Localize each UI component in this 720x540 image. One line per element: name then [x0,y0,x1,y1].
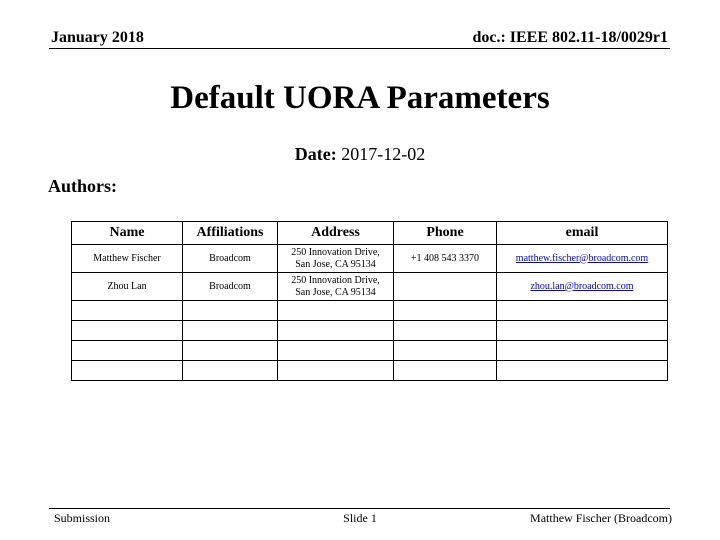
empty-cell [72,321,183,341]
author-address [278,273,394,301]
footer-slide-number: Slide 1 [343,511,377,525]
empty-cell [72,341,183,361]
empty-cell [72,301,183,321]
footer-author: Matthew Fischer (Broadcom) [530,511,672,525]
author-name: Zhou Lan [72,273,183,301]
empty-table-row [72,361,668,381]
empty-cell [278,361,394,381]
empty-cell [183,341,278,361]
empty-cell [497,361,668,381]
empty-cell [497,321,668,341]
empty-table-row [72,301,668,321]
empty-cell [183,321,278,341]
column-header-name: Name [72,222,183,245]
empty-table-row [72,321,668,341]
empty-cell [278,321,394,341]
column-header-phone: Phone [394,222,497,245]
author-affiliation: Broadcom [183,273,278,301]
empty-cell [183,301,278,321]
header-doc-id: doc.: IEEE 802.11-18/0029r1 [472,29,668,46]
column-header-address: Address [278,222,394,245]
empty-cell [278,301,394,321]
address-line-1: 250 Innovation Drive, [291,246,380,258]
author-email-cell [497,245,668,273]
table-row [72,245,668,273]
date-line [0,143,720,165]
empty-cell [497,301,668,321]
column-header-affiliations: Affiliations [183,222,278,245]
author-affiliation: Broadcom [183,245,278,273]
author-phone [394,273,497,301]
empty-table-row [72,341,668,361]
empty-cell [394,361,497,381]
slide-title: Default UORA Parameters [170,80,550,116]
author-name: Matthew Fischer [72,245,183,273]
date-value: 2017-12-02 [341,144,426,164]
footer-submission: Submission [54,511,111,525]
author-phone: +1 408 543 3370 [394,245,497,273]
empty-cell [72,361,183,381]
column-header-email: email [497,222,668,245]
authors-table [71,221,668,381]
empty-cell [497,341,668,361]
empty-cell [394,341,497,361]
authors-heading: Authors: [48,176,118,196]
header-date: January 2018 [51,29,144,46]
header-divider [49,48,670,49]
address-line-2: San Jose, CA 95134 [295,258,376,270]
author-email-link[interactable]: matthew.fischer@broadcom.com [515,252,649,264]
table-row [72,273,668,301]
author-email-link[interactable]: zhou.lan@broadcom.com [530,280,634,292]
empty-cell [183,361,278,381]
address-line-2: San Jose, CA 95134 [295,286,376,298]
footer-divider [49,508,670,509]
empty-cell [394,301,497,321]
date-label: Date: [294,144,337,164]
address-line-1: 250 Innovation Drive, [291,274,380,286]
table-header-row [72,222,668,245]
empty-cell [394,321,497,341]
author-address [278,245,394,273]
author-email-cell [497,273,668,301]
empty-cell [278,341,394,361]
